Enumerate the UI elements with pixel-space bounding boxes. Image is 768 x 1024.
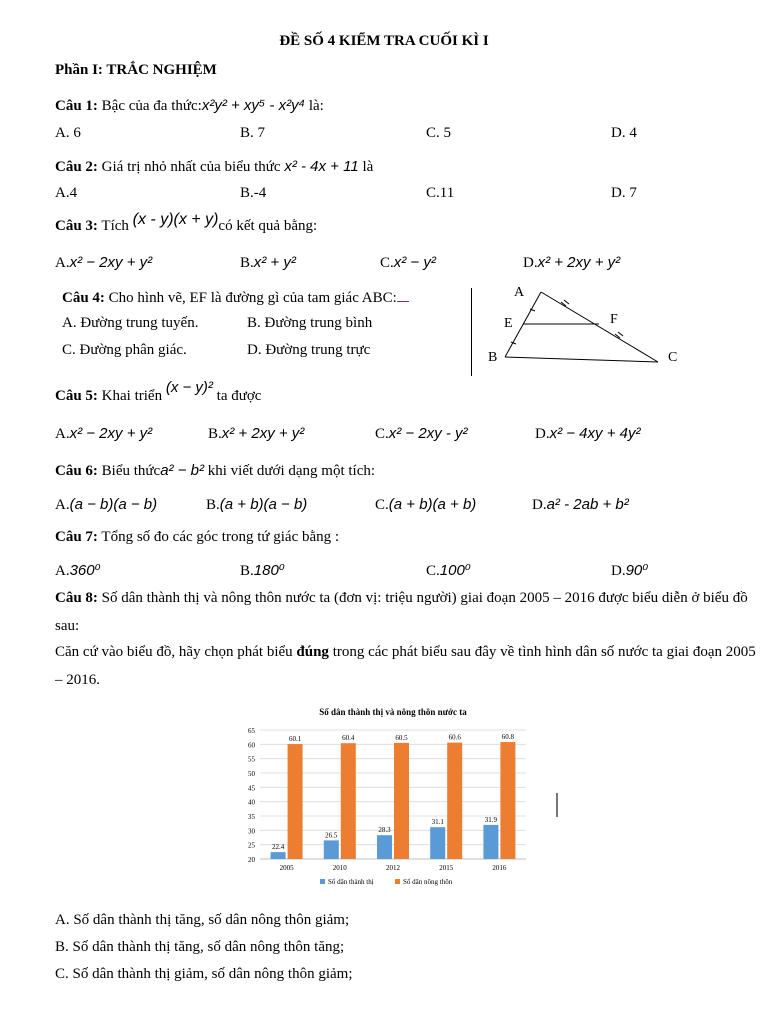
math-expression: x² - 4x + 11	[284, 158, 359, 175]
question-3	[55, 211, 318, 235]
question-tail: khi viết dưới dạng một tích:	[207, 463, 376, 479]
option-b: B. Đường trung bình	[247, 315, 373, 331]
option-letter: D.	[611, 563, 626, 579]
question-text: Tích	[101, 218, 129, 234]
option-c	[375, 496, 476, 514]
y-tick-label: 55	[248, 755, 255, 764]
option-letter: A.	[55, 563, 70, 579]
y-tick-label: 60	[248, 741, 255, 750]
option-b: B. Số dân thành thị tăng, số dân nông thôn tăng;	[55, 939, 345, 955]
math-expression: a² − b²	[160, 462, 204, 479]
question-tail: ta được	[216, 388, 262, 404]
y-tick-label: 40	[248, 798, 255, 807]
legend-swatch	[395, 879, 400, 884]
chart-bar	[341, 743, 356, 859]
option-letter: D.	[535, 426, 550, 442]
option-a: A. Số dân thành thị tăng, số dân nông thôn giảm;	[55, 912, 350, 928]
option-letter: B.	[208, 426, 222, 442]
option-letter: D.	[532, 497, 547, 513]
math-expression: x² + 2xy + y²	[221, 425, 305, 442]
option-letter: A.	[55, 255, 70, 271]
y-tick-label: 20	[248, 856, 255, 864]
data-label: 26.5	[325, 831, 338, 840]
legend-label: Số dân thành thị	[328, 878, 374, 886]
x-tick-label: 2005	[279, 864, 294, 872]
math-expression: (a + b)(a − b)	[219, 496, 308, 513]
chart-bar	[447, 743, 462, 859]
option-b: B. 7	[240, 125, 266, 141]
math-expression: (x − y)²	[165, 379, 213, 396]
option-d: D. Đường trung trực	[247, 342, 371, 358]
y-tick-label: 50	[248, 770, 255, 778]
option-c	[426, 561, 471, 580]
legend-swatch	[320, 879, 325, 884]
math-expression: (a + b)(a + b)	[388, 496, 477, 513]
option-letter: A.	[55, 497, 70, 513]
question-8-instruction	[55, 638, 760, 694]
question-text: Giá trị nhỏ nhất của biểu thức	[101, 159, 281, 175]
question-8	[55, 584, 760, 640]
option-letter: D.	[523, 255, 538, 271]
data-label: 60.5	[395, 733, 408, 742]
question-text: Cho hình vẽ, EF là đường gì của tam giác ABC:	[108, 290, 397, 306]
chart-bar	[288, 744, 303, 859]
x-tick-label: 2015	[439, 864, 454, 872]
instruction-emphasis: đúng	[296, 644, 329, 660]
vertex-label-b: B	[488, 350, 498, 365]
option-letter: C.	[375, 426, 389, 442]
point-label-e: E	[504, 316, 513, 331]
chart-bar	[430, 827, 445, 859]
legend-label: Số dân nông thôn	[403, 878, 453, 886]
question-label: Câu 5:	[55, 388, 98, 404]
option-d: D. 7	[611, 185, 637, 201]
option-a	[55, 254, 152, 272]
question-text: Bậc của đa thức:	[101, 98, 202, 114]
option-letter: C.	[426, 563, 440, 579]
data-label: 60.4	[342, 734, 355, 743]
math-expression: 360⁰	[69, 562, 101, 579]
x-tick-label: 2010	[332, 864, 347, 872]
math-expression: 100⁰	[439, 562, 471, 579]
option-a: A. Đường trung tuyến.	[62, 315, 199, 331]
y-tick-label: 65	[248, 727, 255, 735]
chart-bar	[324, 840, 339, 859]
question-label: Câu 3:	[55, 218, 98, 234]
triangle-figure	[478, 280, 698, 372]
option-d	[611, 561, 648, 580]
math-expression: x² − 2xy - y²	[388, 425, 468, 442]
y-tick-label: 45	[248, 784, 255, 793]
y-tick-label: 30	[248, 827, 255, 836]
question-5	[55, 379, 262, 405]
chart-bar	[483, 825, 498, 859]
option-b	[208, 425, 304, 443]
option-d	[523, 254, 620, 272]
chart-bar	[271, 852, 286, 859]
chart-svg	[228, 700, 533, 896]
question-text: Số dân thành thị và nông thôn nước ta (đơn vị: triệu người) giai đoạn 2005 – 2016 được biểu diễn ở biểu đồ sau:	[55, 590, 748, 634]
math-expression: x² − y²	[393, 254, 436, 271]
option-b: B.-4	[240, 185, 267, 201]
page-title: ĐỀ SỐ 4 KIỂM TRA CUỐI KÌ I	[279, 33, 489, 49]
data-label: 60.1	[288, 735, 302, 744]
question-text: Khai triển	[101, 388, 163, 404]
data-label: 60.6	[448, 733, 461, 742]
question-label: Câu 8:	[55, 590, 98, 606]
math-expression: x² + y²	[253, 254, 296, 271]
option-c: C. Đường phân giác.	[62, 342, 187, 358]
option-b	[240, 254, 296, 272]
option-c: C.11	[426, 185, 455, 201]
question-text: Tổng số đo các góc trong tứ giác bằng :	[101, 529, 340, 545]
math-expression: x² − 4xy + 4y²	[549, 425, 641, 442]
question-label: Câu 2:	[55, 159, 98, 175]
option-c	[375, 425, 468, 443]
option-a: A. 6	[55, 125, 81, 141]
math-expression: 90⁰	[625, 562, 649, 579]
option-letter: C.	[375, 497, 389, 513]
question-label: Câu 4:	[62, 290, 105, 306]
vertex-label-a: A	[514, 285, 525, 300]
question-1	[55, 97, 324, 115]
question-tail: có kết quả bằng:	[218, 218, 318, 234]
option-d: D. 4	[611, 125, 637, 141]
data-label: 31.1	[431, 818, 444, 827]
option-letter: C.	[380, 255, 394, 271]
math-expression: (x - y)(x + y)	[132, 211, 219, 228]
option-letter: B.	[240, 255, 254, 271]
question-tail: là:	[308, 98, 324, 114]
option-b	[206, 496, 307, 514]
answer-blank	[397, 287, 409, 302]
chart-bar	[394, 743, 409, 859]
question-2	[55, 158, 373, 176]
question-text: Biểu thức	[101, 463, 161, 479]
option-letter: B.	[206, 497, 220, 513]
chart-title: Số dân thành thị và nông thôn nước ta	[319, 707, 467, 717]
data-label: 22.4	[271, 843, 285, 852]
question-6	[55, 462, 375, 480]
question-tail: là	[362, 159, 374, 175]
question-label: Câu 6:	[55, 463, 98, 479]
vertex-label-c: C	[668, 350, 678, 365]
chart-bar	[377, 835, 392, 859]
option-a	[55, 561, 101, 580]
option-a: A.4	[55, 185, 78, 201]
option-letter: B.	[240, 563, 254, 579]
option-a	[55, 425, 152, 443]
instruction-text: trong các phát biểu sau đây về tình hình dân số nước ta giai đoạn 2005 – 2016.	[55, 644, 756, 688]
question-7	[55, 529, 339, 546]
x-tick-label: 2016	[492, 864, 507, 872]
y-tick-label: 25	[248, 841, 255, 850]
text-cursor	[556, 793, 558, 817]
y-tick-label: 35	[248, 813, 255, 821]
option-d	[532, 496, 629, 514]
option-c: C. 5	[426, 125, 452, 141]
math-expression: a² - 2ab + b²	[546, 496, 629, 513]
data-label: 60.8	[501, 733, 515, 742]
instruction-text: Căn cứ vào biểu đồ, hãy chọn phát biểu	[55, 644, 293, 660]
divider	[471, 288, 472, 376]
option-d	[535, 425, 640, 443]
math-expression: x² − 2xy + y²	[69, 254, 153, 271]
math-expression: x²y² + xy⁵ - x²y⁴	[201, 97, 306, 114]
option-a	[55, 496, 157, 514]
point-label-f: F	[610, 312, 618, 327]
option-letter: A.	[55, 426, 70, 442]
population-chart	[228, 700, 533, 896]
chart-bar	[500, 742, 515, 859]
option-b	[240, 561, 285, 580]
question-label: Câu 7:	[55, 529, 98, 545]
option-c: C. Số dân thành thị giảm, số dân nông thôn giảm;	[55, 966, 353, 982]
math-expression: 180⁰	[253, 562, 285, 579]
x-tick-label: 2012	[386, 864, 400, 872]
option-c	[380, 254, 436, 272]
math-expression: x² − 2xy + y²	[69, 425, 153, 442]
question-4	[62, 287, 409, 307]
question-label: Câu 1:	[55, 98, 98, 114]
math-expression: x² + 2xy + y²	[537, 254, 621, 271]
math-expression: (a − b)(a − b)	[69, 496, 158, 513]
section-title: Phần I: TRẮC NGHIỆM	[55, 62, 217, 78]
data-label: 31.9	[484, 815, 498, 824]
data-label: 28.3	[378, 826, 391, 835]
